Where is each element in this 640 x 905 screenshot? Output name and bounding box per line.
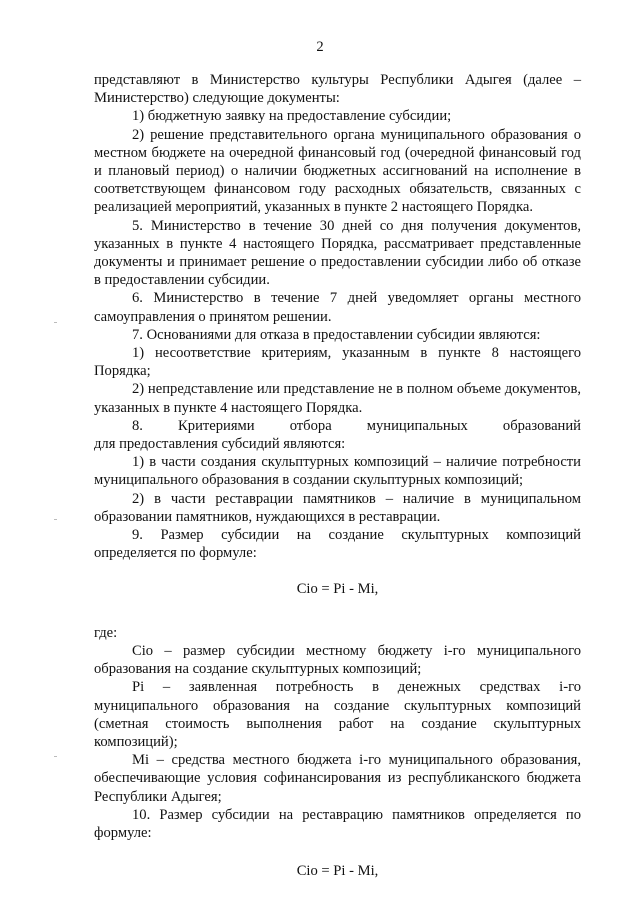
formula-sculpture: Сio = Pi - Mi, (296, 581, 379, 598)
paragraph-clause-9: 9. Размер субсидии на создание скульптурных композиций определяется по формуле: (94, 527, 581, 562)
page-number: 2 (316, 39, 324, 55)
paragraph-refusal-1: 1) несоответствие критериям, указанным в пункте 8 настоящего Порядка; (94, 345, 581, 380)
paragraph-criteria-1: 1) в части создания скульптурных композиций – наличие потребности муниципального образования в создании скульптурных композиций; (94, 454, 581, 489)
scan-margin-mark (54, 519, 57, 520)
paragraph-clause-10: 10. Размер субсидии на реставрацию памятников определяется по формуле: (94, 806, 581, 841)
document-body (94, 71, 581, 880)
paragraph-clause-6: 6. Министерство в течение 7 дней уведомляет органы местного самоуправления о принятом решении. (94, 290, 581, 325)
definition-mi: Mi – средства местного бюджета i-го муниципального образования, обеспечивающие условия софинансирования из республиканского бюджета Республики Адыгея; (94, 752, 581, 805)
formula-restoration: Сio = Pi - Mi, (296, 863, 379, 880)
paragraph-clause-5: 5. Министерство в течение 30 дней со дня получения документов, указанных в пункте 4 настоящего Порядка, рассматривает представленные документы и принимает решение о предоставлении субсидии либо об отказе в предоставлении субсидии. (94, 217, 581, 289)
paragraph-refusal-2: 2) непредставление или представление не в полном объеме документов, указанных в пункте 4 настоящего Порядка. (94, 381, 581, 416)
paragraph-intro: представляют в Министерство культуры Республики Адыгея (далее – Министерство) следующие документы: (94, 72, 581, 107)
definition-pi: Pi – заявленная потребность в денежных средствах i-го муниципального образования на создание скульптурных композиций (сметная стоимость выполнения работ на создание скульптурных композиций); (94, 679, 581, 750)
paragraph-item-2: 2) решение представительного органа муниципального образования о местном бюджете на очередной финансовый год (очередной финансовый год и плановый период) о наличии бюджетных ассигнований на исполнение в соответствующем финансовом году расходных обязательств, связанных с реализацией мероприятий, указанных в пункте 2 настоящего Порядка. (94, 126, 581, 216)
where-label: где: (94, 624, 118, 641)
paragraph-item-1: 1) бюджетную заявку на предоставление субсидии; (132, 108, 452, 125)
paragraph-criteria-2: 2) в части реставрации памятников – наличие в муниципальном образовании памятников, нуждающихся в реставрации. (94, 490, 581, 525)
definition-cio: Сio – размер субсидии местному бюджету i-го муниципального образования на создание скульптурных композиций; (94, 642, 581, 678)
paragraph-clause-8-line-1: 8. Критериями отбора муниципальных образований (132, 417, 581, 434)
paragraph-clause-8-line-2: для предоставления субсидий являются: (94, 436, 346, 453)
scan-margin-mark (54, 322, 57, 323)
paragraph-clause-7: 7. Основаниями для отказа в предоставлении субсидии являются: (132, 326, 541, 343)
scan-margin-mark (54, 756, 57, 757)
